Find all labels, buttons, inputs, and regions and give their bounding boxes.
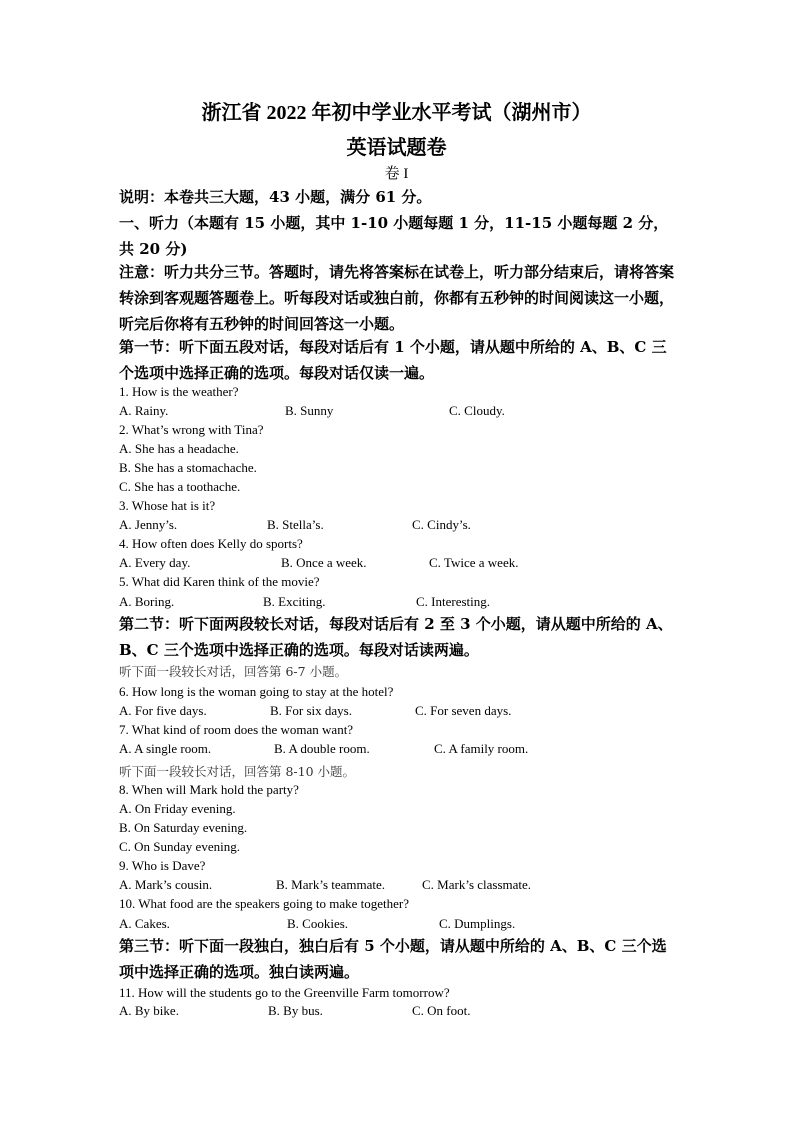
sub-instruction-6-7: 听下面一段较长对话，回答第 6-7 小题。 (119, 664, 348, 679)
option-c: C. Mark’s classmate. (422, 877, 532, 892)
option-b: B. Sunny (285, 403, 334, 418)
question-stem: 5. What did Karen think of the movie? (119, 574, 320, 589)
question-stem: 4. How often does Kelly do sports? (119, 536, 303, 551)
option-b: B. Exciting. (263, 594, 326, 609)
option-a: A. For five days. (119, 703, 207, 718)
option-b: B. For six days. (270, 703, 352, 718)
option-a: A. By bike. (119, 1003, 179, 1018)
question-stem: 3. Whose hat is it? (119, 498, 216, 513)
exam-title: 浙江省 2022 年初中学业水平考试（湖州市） (201, 102, 592, 124)
option-c: C. A family room. (434, 741, 529, 756)
option-c: C. Twice a week. (429, 555, 519, 570)
option-b: B. On Saturday evening. (119, 820, 248, 835)
option-a: A. On Friday evening. (119, 801, 236, 816)
exam-subtitle: 英语试题卷 (346, 137, 447, 159)
question-stem: 2. What’s wrong with Tina? (119, 422, 264, 437)
option-c: C. She has a toothache. (119, 479, 241, 494)
question-stem: 8. When will Mark hold the party? (119, 782, 299, 797)
option-a: A. She has a headache. (119, 441, 239, 456)
section3-instruction: 第三节：听下面一段独白，独白后有 5 个小题，请从题中所给的 A、B、C 三个选项中选择正确的选项。独白读两遍。 (119, 937, 667, 981)
option-b: B. She has a stomachache. (119, 460, 257, 475)
question-stem: 6. How long is the woman going to stay at the hotel? (119, 684, 394, 699)
option-a: A. Every day. (119, 555, 191, 570)
question-stem: 7. What kind of room does the woman want? (119, 722, 354, 737)
question-stem: 11. How will the students go to the Greenville Farm tomorrow? (119, 985, 450, 1000)
option-a: A. Boring. (119, 594, 175, 609)
option-a: A. Cakes. (119, 916, 170, 931)
volume-label: 卷 I (384, 166, 409, 182)
option-b: B. Once a week. (281, 555, 367, 570)
question-stem: 9. Who is Dave? (119, 858, 206, 873)
option-c: C. For seven days. (415, 703, 512, 718)
option-c: C. Interesting. (416, 594, 491, 609)
option-a: A. A single room. (119, 741, 212, 756)
sub-instruction-8-10: 听下面一段较长对话，回答第 8-10 小题。 (119, 764, 356, 779)
question-stem: 10. What food are the speakers going to make together? (119, 896, 409, 911)
option-a: A. Jenny’s. (119, 517, 178, 532)
option-a: A. Rainy. (119, 403, 169, 418)
option-b: B. Mark’s teammate. (276, 877, 386, 892)
section1-instruction: 第一节：听下面五段对话，每段对话后有 1 个小题，请从题中所给的 A、B、C 三个选项中选择正确的选项。每段对话仅读一遍。 (119, 338, 667, 382)
option-c: C. Cloudy. (449, 403, 505, 418)
question-stem: 1. How is the weather? (119, 384, 239, 399)
option-c: C. On Sunday evening. (119, 839, 240, 854)
option-c: C. Cindy’s. (412, 517, 471, 532)
section2-instruction: 第二节：听下面两段较长对话，每段对话后有 2 至 3 个小题，请从题中所给的 A、B、C 三个选项中选择正确的选项。每段对话读两遍。 (119, 615, 673, 659)
option-c: C. Dumplings. (439, 916, 516, 931)
part1-heading: 一、听力（本题有 15 小题，其中 1-10 小题每题 1 分，11-15 小题每题 2 分，共 20 分) (119, 214, 669, 258)
option-b: B. Cookies. (287, 916, 349, 931)
exam-note: 说明：本卷共三大题，43 小题，满分 61 分。 (119, 188, 432, 206)
option-a: A. Mark’s cousin. (119, 877, 213, 892)
option-c: C. On foot. (412, 1003, 471, 1018)
option-b: B. By bus. (268, 1003, 323, 1018)
option-b: B. A double room. (274, 741, 370, 756)
caution-paragraph: 注意：听力共分三节。答题时，请先将答案标在试卷上，听力部分结束后，请将答案转涂到客观题答题卷上。听每段对话或独白前，你都有五秒钟的时间阅读这一小题，听完后你将有五秒钟的时间回答这一小题。 (119, 263, 675, 333)
option-b: B. Stella’s. (267, 517, 324, 532)
